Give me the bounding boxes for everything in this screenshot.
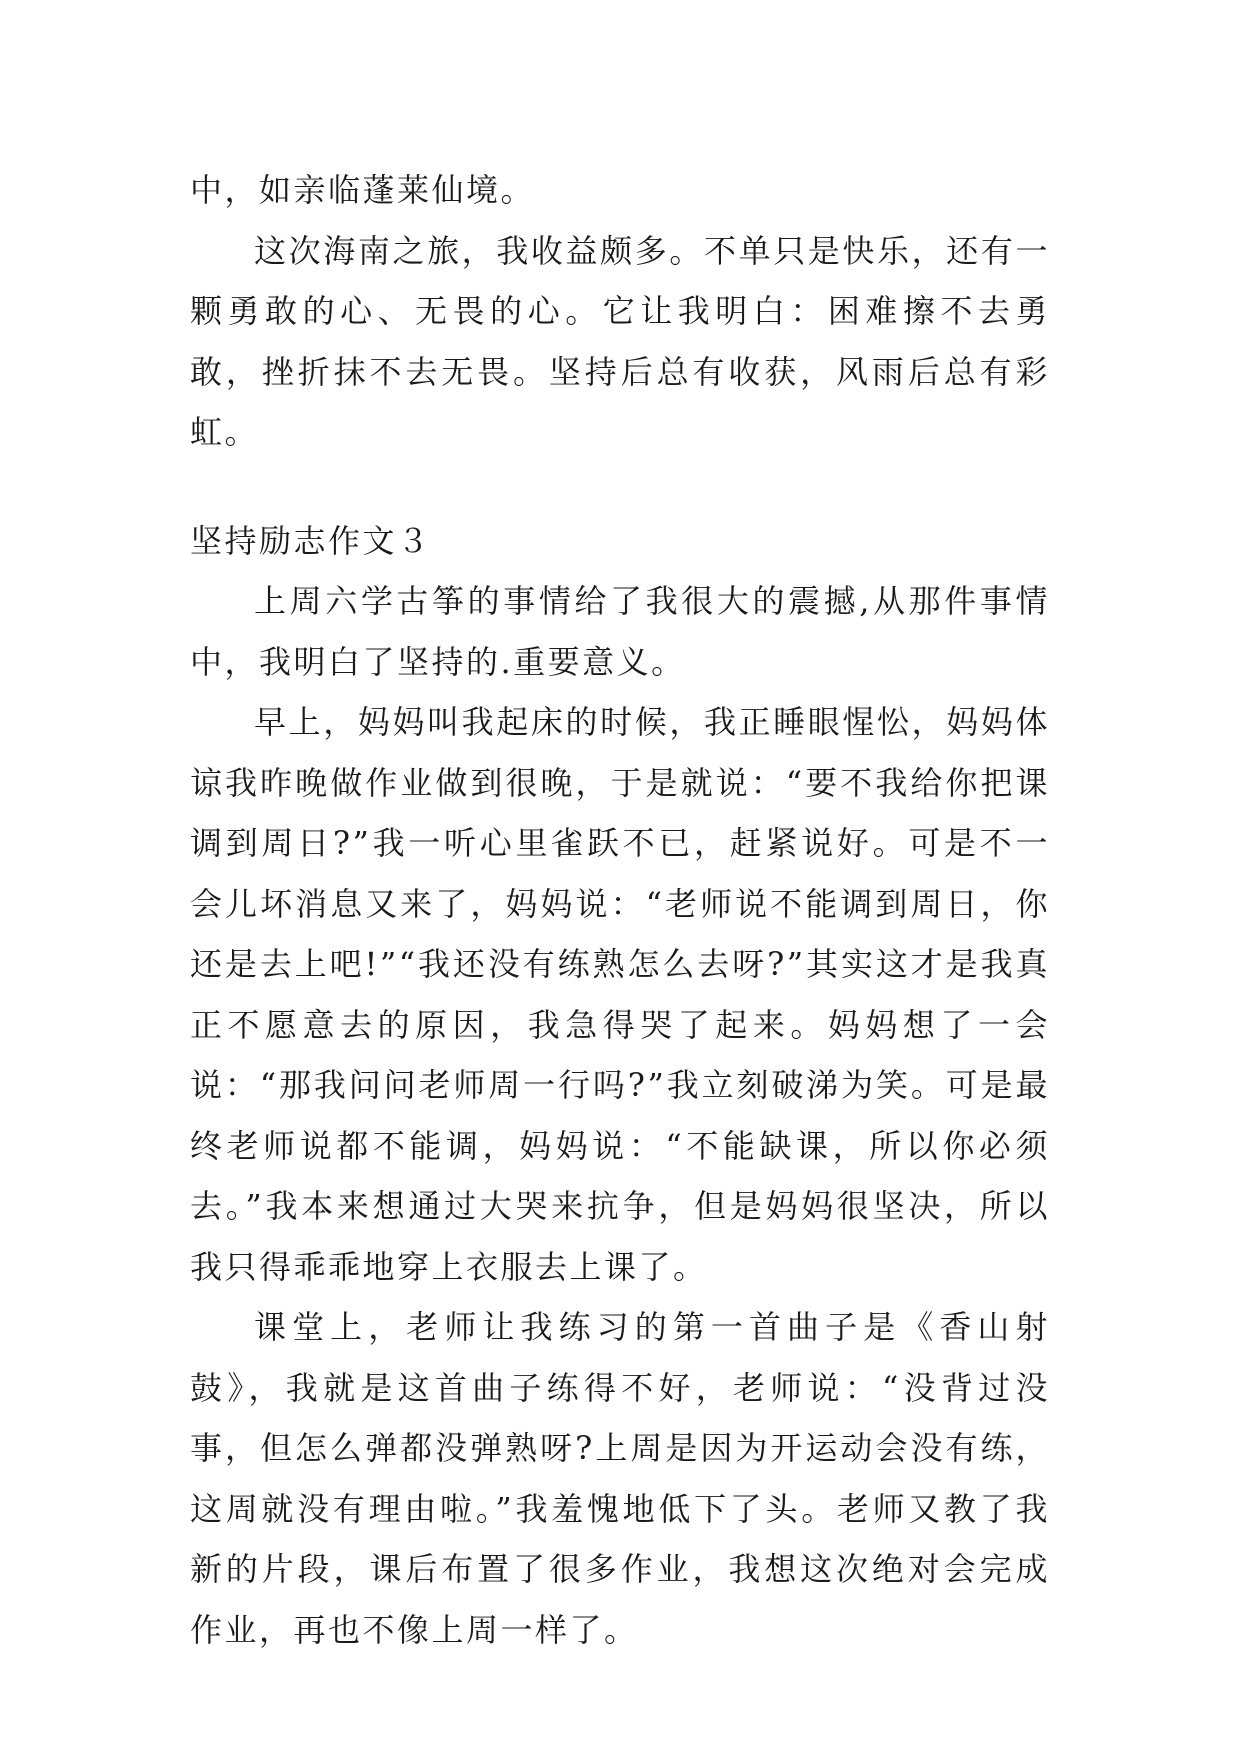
document-body xyxy=(190,160,1050,1660)
essay-heading: 坚持励志作文３ xyxy=(190,521,432,560)
paragraph-hainan-summary: 这次海南之旅，我收益颇多。不单只是快乐，还有一颗勇敢的心、无畏的心。它让我明白：困难擦不去勇敢，挫折抹不去无畏。坚持后总有收获，风雨后总有彩虹。 xyxy=(190,231,1050,451)
paragraph-classroom: 课堂上，老师让我练习的第一首曲子是《香山射鼓》，我就是这首曲子练得不好，老师说：“没背过没事，但怎么弹都没弹熟呀?上周是因为开运动会没有练，这周就没有理由啦。”我羞愧地低下了头。老师又教了我新的片段，课后布置了很多作业，我想这次绝对会完成作业，再也不像上周一样了。 xyxy=(190,1308,1050,1649)
paragraph-guzheng-intro: 上周六学古筝的事情给了我很大的震撼,从那件事情中，我明白了坚持的.重要意义。 xyxy=(190,582,1050,681)
paragraph-continuation: 中，如亲临蓬莱仙境。 xyxy=(190,171,536,209)
paragraph-morning: 早上，妈妈叫我起床的时候，我正睡眼惺忪，妈妈体谅我昨晚做作业做到很晚，于是就说：“要不我给你把课调到周日?”我一听心里雀跃不已，赶紧说好。可是不一会儿坏消息又来了，妈妈说：“老师说不能调到周日，你还是去上吧!”“我还没有练熟怎么去呀?”其实这才是我真正不愿意去的原因，我急得哭了起来。妈妈想了一会说：“那我问问老师周一行吗?”我立刻破涕为笑。可是最终老师说都不能调，妈妈说：“不能缺课，所以你必须去。”我本来想通过大哭来抗争，但是妈妈很坚决，所以我只得乖乖地穿上衣服去上课了。 xyxy=(190,703,1050,1286)
